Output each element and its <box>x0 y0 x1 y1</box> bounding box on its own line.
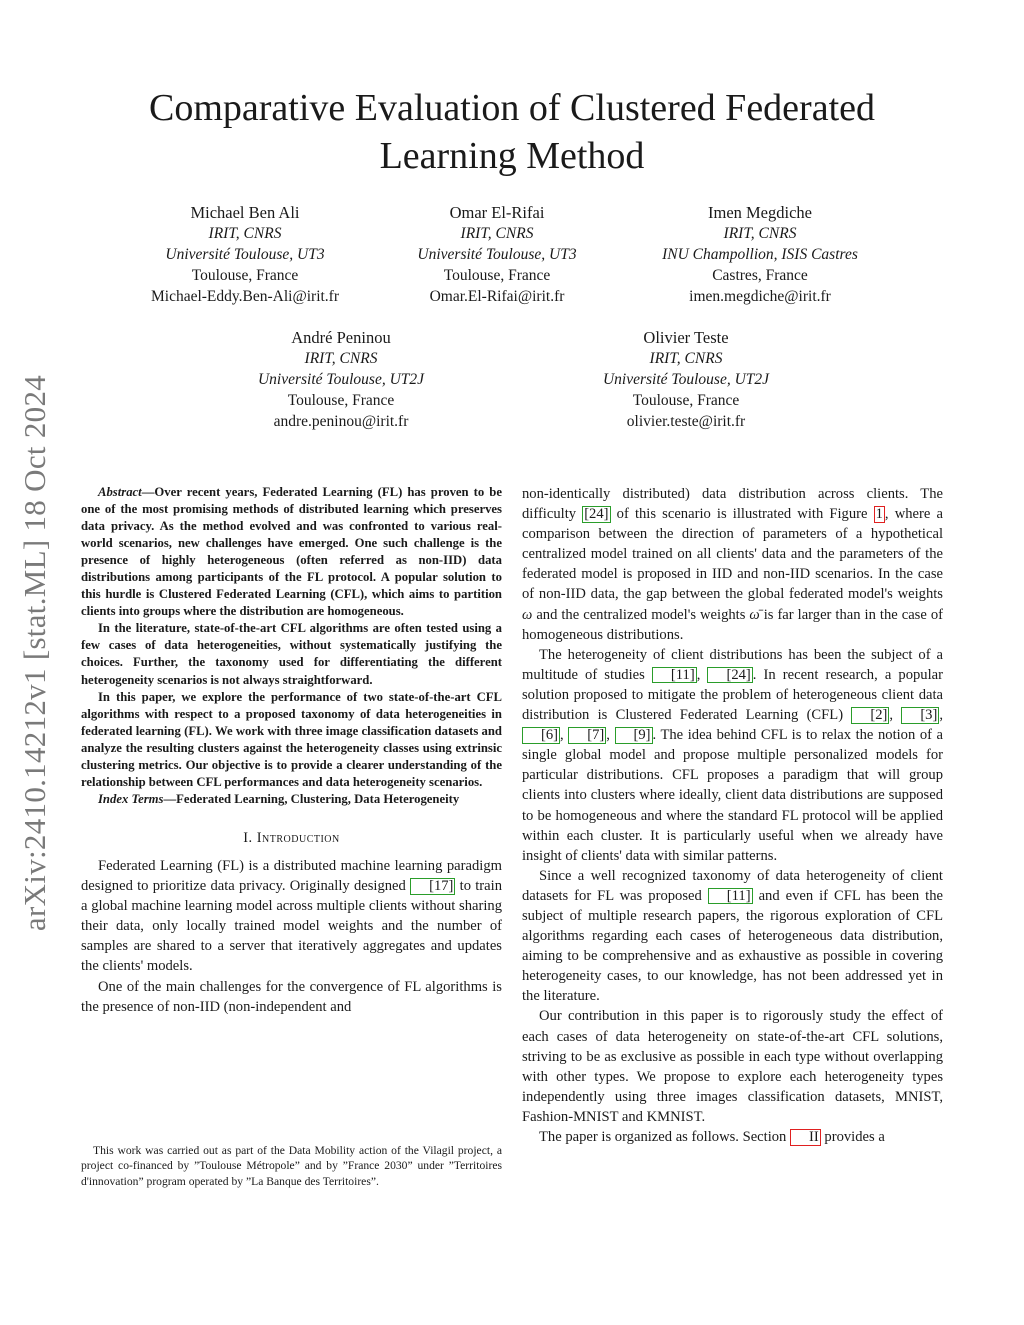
abstract-paragraph-3: In this paper, we explore the performance of two state-of-the-art CFL algorithms with respect to a proposed taxonomy of data heterogeneities in federated learning (FL). We work with three image classification datasets and analyze the resulting clusters against the heterogeneity classes using extrinsic clustering metrics. Our objective is to provide a clearer understanding of the relationship between CFL performances and data heterogeneity scenarios. <box>81 689 502 789</box>
intro-text: Federated Learning (FL) is a distributed machine learning paradigm designed to prioritize data privacy. Originally designed <box>81 857 502 895</box>
intro-paragraph-2: One of the main challenges for the convergence of FL algorithms is the presence of non-IID (non-independent and <box>81 978 502 1015</box>
title-line-2: Learning Method <box>379 135 645 177</box>
section-heading-introduction <box>81 828 502 848</box>
author-block-5 <box>536 327 836 432</box>
author-location: Toulouse, France <box>632 392 740 409</box>
index-terms-label: Index Terms <box>98 791 164 806</box>
author-location: Toulouse, France <box>443 267 551 284</box>
right-paragraph-5 <box>522 1127 943 1147</box>
body-text: of this scenario is illustrated with Figure <box>616 506 868 523</box>
author-location: Toulouse, France <box>191 267 299 284</box>
right-column <box>522 484 943 1147</box>
author-email[interactable]: olivier.teste@irit.fr <box>626 413 746 430</box>
author-email[interactable]: Michael-Eddy.Ben-Ali@irit.fr <box>150 288 340 305</box>
author-block-2 <box>347 202 647 307</box>
body-text: The paper is organized as follows. Section <box>539 1129 787 1145</box>
body-text: and even if CFL has been the subject of multiple research papers, the rigorous exploration of CFL algorithms regarding each cases of heterogeneous data distribution, aiming to be comprehensive and as exhaustive as possible in covering heterogeneity cases, to our knowledge, has not been addressed yet in the literature. <box>522 887 944 1005</box>
author-affiliation: IRIT, CNRS <box>460 225 534 242</box>
omega-symbol: ω <box>522 606 533 623</box>
right-paragraph-4: Our contribution in this paper is to rigorously study the effect of each cases of data heterogeneity on state-of-the-art CFL solutions, striving to be as exclusive as possible in each type without overlapping with other types. We propose to explore each heterogeneity types independently using three images classification datasets, MNIST, Fashion-MNIST and KMNIST. <box>522 1008 943 1125</box>
author-email[interactable]: andre.peninou@irit.fr <box>273 413 409 430</box>
author-name: Imen Megdiche <box>707 203 812 222</box>
section-title: Introduction <box>256 829 340 846</box>
citation-link[interactable]: [24] <box>584 506 609 523</box>
citation-link[interactable]: [6] <box>522 727 560 744</box>
abstract-label: Abstract <box>98 485 142 499</box>
author-name: Omar El-Rifai <box>449 203 545 222</box>
author-affiliation: Université Toulouse, UT2J <box>602 371 770 388</box>
footnote-text: This work was carried out as part of the Data Mobility action of the Vilagil project, a project co-financed by ”Toulouse Métropole” and by ”France 2030” under ”Territoires d'innovation” program operated by ”La Banque des Territoires”. <box>81 1144 502 1188</box>
arxiv-stamp-text: arXiv:2410.14212v1 [stat.ML] 18 Oct 2024 <box>17 374 52 931</box>
footnote <box>81 1143 502 1189</box>
right-paragraph-1 <box>522 484 943 645</box>
citation-link[interactable]: [11] <box>708 888 753 905</box>
citation-link[interactable]: [24] <box>707 667 752 684</box>
author-email[interactable]: Omar.El-Rifai@irit.fr <box>429 288 565 305</box>
section-number: I. <box>243 829 253 846</box>
body-text: . The idea behind CFL is to relax the notion of a single global model and propose multiple personalized models for particular distributions. CFL proposes a paradigm that will group clients into clusters where ideally, client data distributions are supposed to be homogeneous and where the standard FL protocol will be applied within each cluster. It is particularly useful when we already have insight of clients' data with similar patterns. <box>522 727 944 864</box>
index-terms-text: Federated Learning, Clustering, Data Heterogeneity <box>176 791 460 806</box>
body-text: provides a <box>824 1129 885 1145</box>
body-text: is far larger than in the case of homogeneous distributions. <box>522 606 943 643</box>
citation-link[interactable]: [2] <box>851 707 889 724</box>
author-affiliation: IRIT, CNRS <box>304 350 378 367</box>
abstract-paragraph-1: Abstract—Over recent years, Federated Learning (FL) has proven to be one of the most promising methods of distributed learning which preserves data privacy. As the method evolved and was confronted to various real-world scenarios, new challenges have emerged. One such challenge is the presence of highly heterogeneous (often referred as non-IID) data distributions among participants of the FL protocol. A popular solution to this hurdle is Clustered Federated Learning (CFL), which aims to partition clients into groups where the distribution are homogeneous. <box>81 485 502 619</box>
body-text: and the centralized model's weights <box>536 606 746 623</box>
citation-link[interactable]: [7] <box>568 727 606 744</box>
right-paragraph-3 <box>522 866 943 1007</box>
author-name: Michael Ben Ali <box>190 203 300 222</box>
citation-link[interactable]: [3] <box>901 707 939 724</box>
author-block-3 <box>610 202 910 307</box>
index-terms: Index Terms—Federated Learning, Clustering, Data Heterogeneity <box>98 791 460 806</box>
body-text: , where a comparison between the direction of parameters of a hypothetical centralized model trained on all clients' data and the parameters of the federated model is proposed in IID and non-IID scenarios. In the case of non-IID data, the gap between the global federated model's weights <box>522 506 943 603</box>
author-affiliation: INU Champollion, ISIS Castres <box>662 246 858 263</box>
abstract <box>81 484 502 808</box>
citation-link[interactable]: [11] <box>652 667 697 684</box>
abstract-paragraph-2: In the literature, state-of-the-art CFL algorithms are often tested using a few cases of data heterogeneities, without systematically justifying the choices. Further, the taxonomy used for differentiating the different heterogeneity scenarios is not always straightforward. <box>81 621 502 687</box>
figure-link[interactable]: 1 <box>875 506 883 523</box>
citation-link[interactable]: [17] <box>410 878 455 895</box>
omega-bar-symbol: ω̄ <box>749 606 760 623</box>
body-text: The heterogeneity of client distributions has been the subject of a multitude of studies <box>522 646 943 683</box>
body-text: non-identically distributed) data distribution across clients. The difficulty <box>522 486 943 523</box>
author-location: Castres, France <box>712 267 808 284</box>
author-location: Toulouse, France <box>287 392 395 409</box>
abstract-text-1: Over recent years, Federated Learning (FL) has proven to be one of the most promising methods of distributed learning which preserves data privacy. As the method evolved and was confronted to various real-world scenarios, new challenges have emerged. One such challenge is the presence of highly heterogeneous (often referred as non-IID) data distributions among participants of the FL protocol. A popular solution to this hurdle is Clustered Federated Learning (CFL), which aims to partition clients into groups where the distribution are homogeneous. <box>81 485 502 619</box>
left-column <box>81 484 502 1017</box>
right-paragraph-2: The heterogeneity of client distributions has been the subject of a multitude of studies [11] , [24] . In recent research, a popular solution proposed to mitigate the problem of heterogeneous client data distribution is Clustered Federated Learning (CFL) [2] , [3] , [6] , [7] , [9] . The idea behind CFL is to relax the notion of a single global model and propose multiple personalized models for particular distributions. CFL proposes a paradigm that will group clients into clusters where ideally, client data distributions are supposed to be homogeneous and where the standard FL protocol will be applied within each cluster. It is particularly useful when we already have insight of clients' data with similar patterns. <box>522 646 944 864</box>
author-affiliation: IRIT, CNRS <box>208 225 282 242</box>
author-affiliation: IRIT, CNRS <box>649 350 723 367</box>
author-affiliation: Université Toulouse, UT3 <box>417 246 577 263</box>
author-affiliation: Université Toulouse, UT3 <box>165 246 325 263</box>
page-title <box>80 84 944 180</box>
author-affiliation: IRIT, CNRS <box>723 225 797 242</box>
section-link[interactable]: II <box>790 1129 821 1146</box>
body-text: Since a well recognized taxonomy of data heterogeneity of client datasets for FL was proposed <box>522 867 943 904</box>
body-text: . In recent research, a popular solution proposed to mitigate the problem of heterogeneous client data distribution is Clustered Federated Learning (CFL) <box>522 666 943 724</box>
intro-paragraph-1 <box>81 856 502 977</box>
author-block-4 <box>191 327 491 432</box>
intro-text: to train a global machine learning model across multiple clients without sharing their data, only locally trained model weights and the number of samples are shared to a server that iteratively aggregates and updates the clients' models. <box>81 878 502 975</box>
arxiv-stamp[interactable] <box>15 350 55 955</box>
citation-link[interactable]: [9] <box>615 727 653 744</box>
author-name: Olivier Teste <box>643 328 729 347</box>
author-affiliation: Université Toulouse, UT2J <box>257 371 425 388</box>
title-line-1: Comparative Evaluation of Clustered Federated <box>149 87 875 129</box>
author-email[interactable]: imen.megdiche@irit.fr <box>689 288 831 305</box>
author-name: André Peninou <box>291 328 391 347</box>
